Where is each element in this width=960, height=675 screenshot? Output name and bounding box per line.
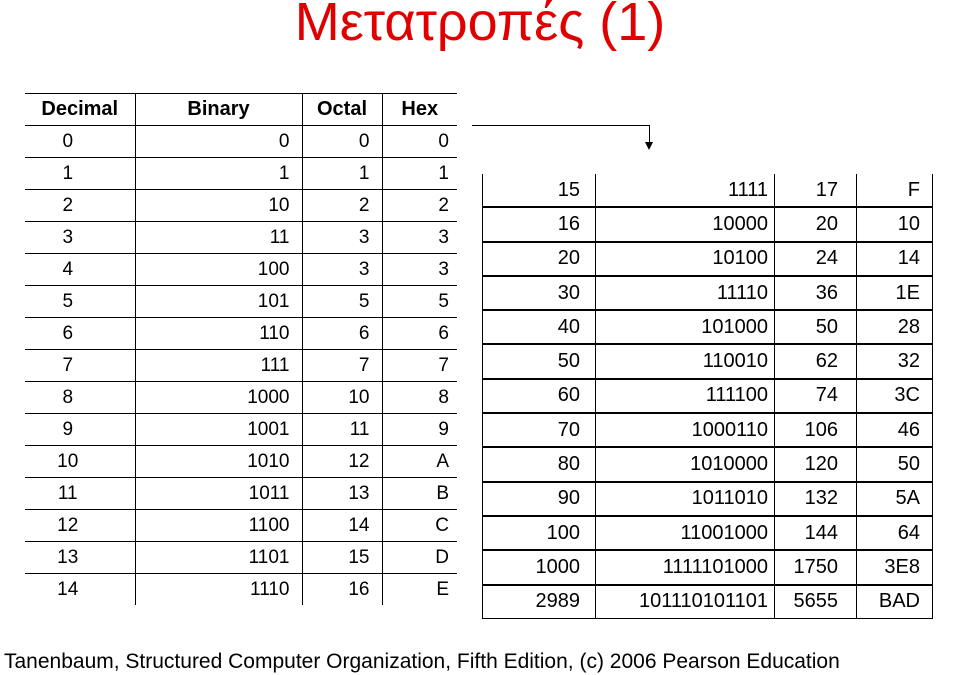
binary-cell: 11 [135,222,302,254]
binary-cell: 11001000 [596,516,775,550]
binary-cell: 0 [135,126,302,158]
binary-cell: 1110 [135,574,302,606]
octal-cell: 36 [775,276,857,310]
binary-cell: 111 [135,350,302,382]
hex-cell: 7 [382,350,457,382]
binary-cell: 1010 [135,446,302,478]
decimal-cell: 15 [483,174,596,207]
binary-cell: 110 [135,318,302,350]
conversion-table-left [25,93,457,605]
citation-footer: Tanenbaum, Structured Computer Organization, Fifth Edition, (c) 2006 Pearson Education [4,650,840,673]
binary-cell: 1 [135,158,302,190]
decimal-cell: 40 [483,310,596,344]
hex-cell: 5A [857,482,933,516]
column-header-octal: Octal [302,94,382,126]
table-row [25,254,457,286]
octal-cell: 11 [302,414,382,446]
octal-cell: 5655 [775,585,857,619]
binary-cell: 1000110 [596,413,775,447]
octal-cell: 144 [775,516,857,550]
binary-cell: 10100 [596,242,775,276]
octal-cell: 5 [302,286,382,318]
hex-cell: 1E [857,276,933,310]
octal-cell: 6 [302,318,382,350]
octal-cell: 24 [775,242,857,276]
hex-cell: E [382,574,457,606]
octal-cell: 16 [302,574,382,606]
hex-cell: 1 [382,158,457,190]
decimal-cell: 30 [483,276,596,310]
table-row [25,222,457,254]
decimal-cell: 5 [25,286,135,318]
decimal-cell: 50 [483,344,596,378]
decimal-cell: 6 [25,318,135,350]
table-row [483,413,933,447]
hex-cell: 14 [857,242,933,276]
binary-cell: 1111 [596,174,775,207]
octal-cell: 20 [775,207,857,241]
decimal-cell: 8 [25,382,135,414]
binary-cell: 1011 [135,478,302,510]
binary-cell: 101 [135,286,302,318]
decimal-cell: 16 [483,207,596,241]
binary-cell: 101000 [596,310,775,344]
octal-cell: 120 [775,447,857,481]
table-row [25,446,457,478]
table-row [483,344,933,378]
hex-cell: 3E8 [857,550,933,584]
hex-cell: 8 [382,382,457,414]
hex-cell: 9 [382,414,457,446]
hex-cell: 0 [382,126,457,158]
table-row [483,310,933,344]
binary-cell: 101110101101 [596,585,775,619]
binary-cell: 1000 [135,382,302,414]
decimal-cell: 100 [483,516,596,550]
table-row [483,516,933,550]
hex-cell: C [382,510,457,542]
octal-cell: 74 [775,379,857,413]
octal-cell: 13 [302,478,382,510]
arrow-connector-down [649,125,650,143]
octal-cell: 132 [775,482,857,516]
hex-cell: 50 [857,447,933,481]
hex-cell: BAD [857,585,933,619]
decimal-cell: 1 [25,158,135,190]
octal-cell: 17 [775,174,857,207]
column-header-binary: Binary [135,94,302,126]
hex-cell: 28 [857,310,933,344]
table-row [25,574,457,606]
table-row [25,478,457,510]
table-row [483,242,933,276]
decimal-cell: 10 [25,446,135,478]
hex-cell: 5 [382,286,457,318]
decimal-cell: 7 [25,350,135,382]
octal-cell: 3 [302,222,382,254]
decimal-cell: 12 [25,510,135,542]
decimal-cell: 60 [483,379,596,413]
decimal-cell: 2 [25,190,135,222]
decimal-cell: 3 [25,222,135,254]
table-row [483,174,933,207]
table-row [25,126,457,158]
decimal-cell: 2989 [483,585,596,619]
table-row [483,447,933,481]
arrow-connector [472,125,649,126]
table-row [25,350,457,382]
binary-cell: 10 [135,190,302,222]
octal-cell: 106 [775,413,857,447]
decimal-cell: 80 [483,447,596,481]
octal-cell: 15 [302,542,382,574]
hex-cell: 3C [857,379,933,413]
decimal-cell: 14 [25,574,135,606]
octal-cell: 7 [302,350,382,382]
hex-cell: A [382,446,457,478]
binary-cell: 1010000 [596,447,775,481]
octal-cell: 2 [302,190,382,222]
hex-cell: 32 [857,344,933,378]
binary-cell: 100 [135,254,302,286]
table-row [483,482,933,516]
table-row [25,510,457,542]
binary-cell: 1001 [135,414,302,446]
binary-cell: 1011010 [596,482,775,516]
binary-cell: 110010 [596,344,775,378]
hex-cell: 3 [382,222,457,254]
octal-cell: 3 [302,254,382,286]
octal-cell: 1 [302,158,382,190]
decimal-cell: 20 [483,242,596,276]
octal-cell: 50 [775,310,857,344]
hex-cell: D [382,542,457,574]
table-header-row [25,94,457,126]
table-row [25,542,457,574]
octal-cell: 12 [302,446,382,478]
binary-cell: 1111101000 [596,550,775,584]
table-row [25,286,457,318]
decimal-cell: 1000 [483,550,596,584]
table-row [25,158,457,190]
conversion-table-right [482,174,933,619]
binary-cell: 11110 [596,276,775,310]
table-row [25,382,457,414]
binary-cell: 1100 [135,510,302,542]
table-row [483,276,933,310]
octal-cell: 1750 [775,550,857,584]
decimal-cell: 90 [483,482,596,516]
decimal-cell: 70 [483,413,596,447]
table-row [483,550,933,584]
decimal-cell: 0 [25,126,135,158]
hex-cell: 6 [382,318,457,350]
table-row [483,379,933,413]
hex-cell: 2 [382,190,457,222]
hex-cell: 64 [857,516,933,550]
binary-cell: 1101 [135,542,302,574]
table-row [25,414,457,446]
octal-cell: 0 [302,126,382,158]
hex-cell: 3 [382,254,457,286]
table-row [25,318,457,350]
hex-cell: 46 [857,413,933,447]
hex-cell: 10 [857,207,933,241]
hex-cell: B [382,478,457,510]
decimal-cell: 9 [25,414,135,446]
decimal-cell: 11 [25,478,135,510]
hex-cell: F [857,174,933,207]
binary-cell: 10000 [596,207,775,241]
decimal-cell: 13 [25,542,135,574]
column-header-hex: Hex [382,94,457,126]
binary-cell: 111100 [596,379,775,413]
table-row [483,207,933,241]
octal-cell: 10 [302,382,382,414]
arrow-down-icon [645,142,653,150]
table-row [25,190,457,222]
octal-cell: 14 [302,510,382,542]
decimal-cell: 4 [25,254,135,286]
column-header-decimal: Decimal [25,94,135,126]
slide-title: Μετατροπές (1) [294,0,666,52]
table-row [483,585,933,619]
octal-cell: 62 [775,344,857,378]
